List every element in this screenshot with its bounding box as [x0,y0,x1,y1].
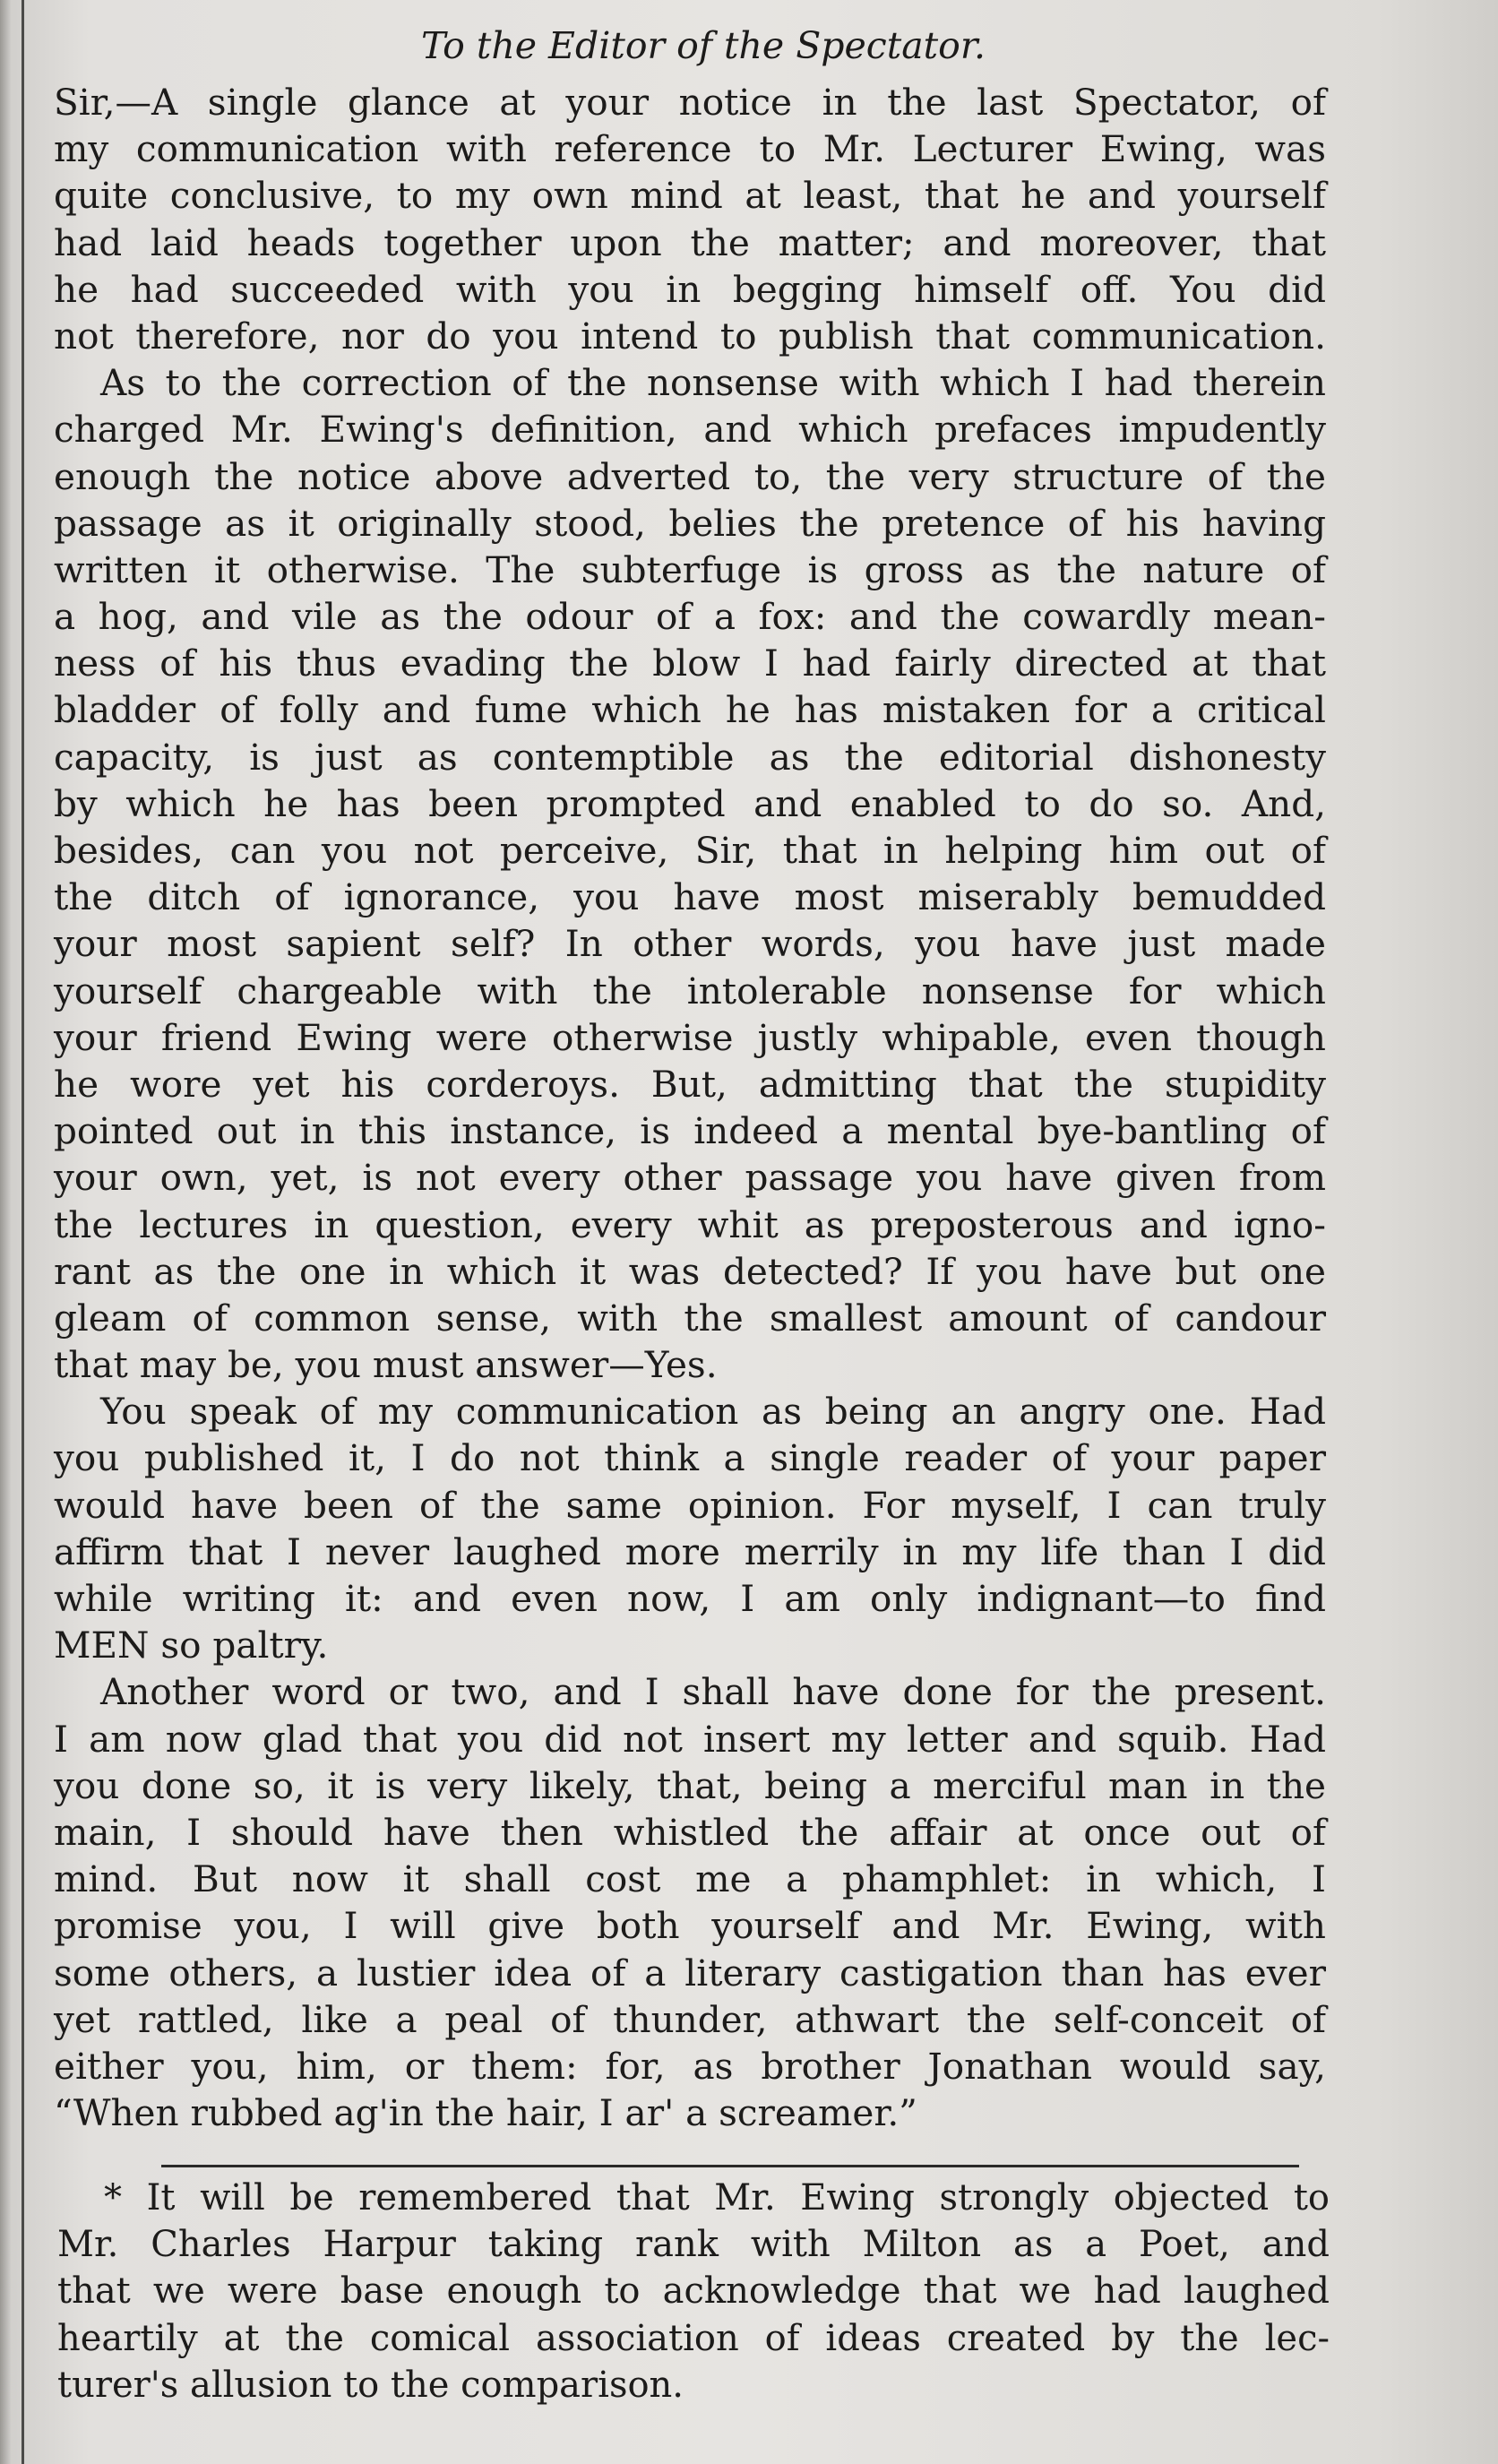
text-line: written it otherwise. The subterfuge is gross as the nature of [54,547,1326,591]
footnote-line: * It will be remembered that Mr. Ewing strongly objected to [104,2177,1330,2218]
text-line: some others, a lustier idea of a literary castigation than has ever [54,1951,1326,1994]
text-line: by which he has been prompted and enabled to do so. And, [54,781,1326,825]
paragraph-2 [54,359,1326,1388]
text-line: “When rubbed ag'in the hair, I ar' a screamer.” [54,2091,917,2135]
text-line: the ditch of ignorance, you have most miserably bemudded [54,875,1326,919]
text-line: pointed out in this instance, is indeed a mental bye-bantling of [54,1109,1326,1153]
footnote-line: that we were base enough to acknowledge that we had laughed [57,2270,1330,2313]
text-line: main, I should have then whistled the affair at once out of [54,1810,1326,1854]
text-line: Another word or two, and I shall have done for the present. [100,1670,1326,1714]
text-line: would have been of the same opinion. For myself, I can truly [54,1483,1326,1527]
text-line: my communication with reference to Mr. Lecturer Ewing, was [54,127,1326,171]
text-line: yourself chargeable with the intolerable nonsense for which [54,969,1326,1012]
text-line: yet rattled, like a peal of thunder, athwart the self-conceit of [54,1997,1326,2041]
paragraph-1 [54,79,1326,359]
text-line: ness of his thus evading the blow I had fairly directed at that [54,642,1326,685]
text-line: had laid heads together upon the matter; and moreover, that [54,220,1326,264]
text-line: he wore yet his corderoys. But, admitting that the stupidity [54,1062,1326,1106]
text-line: besides, can you not perceive, Sir, that in helping him out of [54,829,1326,872]
text-line: I am now glad that you did not insert my letter and squib. Had [54,1717,1326,1761]
text-line: your own, yet, is not every other passage you have given from [54,1156,1326,1200]
paragraph-3 [54,1388,1326,1668]
column-rule [22,0,24,2464]
text-line: gleam of common sense, with the smallest amount of candour [54,1296,1326,1340]
text-line: charged Mr. Ewing's definition, and which prefaces impudently [54,408,1326,452]
text-line: a hog, and vile as the odour of a fox: and the cowardly mean- [54,595,1326,639]
text-line: capacity, is just as contemptible as the editorial dishonesty [54,735,1326,779]
text-line: quite conclusive, to my own mind at least, that he and yourself [54,174,1326,218]
text-line: your most sapient self? In other words, you have just made [54,922,1326,966]
footnote [57,2175,1330,2409]
text-line: your friend Ewing were otherwise justly whipable, even though [54,1015,1326,1059]
page-edge-shadow [0,0,11,2464]
text-line: promise you, I will give both yourself and Mr. Ewing, with [54,1904,1326,1948]
footnote-line: heartily at the comical association of ideas created by the lec- [57,2317,1330,2359]
text-line: enough the notice above adverted to, the very structure of the [54,454,1326,498]
footnote-line: Mr. Charles Harpur taking rank with Milton as a Poet, and [57,2224,1330,2266]
text-line: you published it, I do not think a single reader of your paper [54,1436,1326,1480]
footnote-rule [161,2165,1299,2167]
text-line: Sir,—A single glance at your notice in the last Spectator, of [54,81,1326,124]
text-line: not therefore, nor do you intend to publish that communication. [54,314,1326,358]
footnote-line: turer's allusion to the comparison. [57,2364,684,2406]
letter-column [54,20,1326,2136]
text-line: As to the correction of the nonsense with which I had therein [100,361,1326,405]
text-line: the lectures in question, every whit as preposterous and igno- [54,1202,1326,1246]
text-line: either you, him, or them: for, as brother Jonathan would say, [54,2044,1326,2088]
text-line: he had succeeded with you in begging himself off. You did [54,267,1326,311]
text-line: that may be, you must answer—Yes. [54,1343,718,1387]
text-line: rant as the one in which it was detected? If you have but one [54,1249,1326,1293]
letter-heading: To the Editor of the Spectator. [421,24,986,67]
text-line: bladder of folly and fume which he has mistaken for a critical [54,688,1326,732]
text-line: mind. But now it shall cost me a phamphlet: in which, I [54,1857,1326,1901]
text-line: you done so, it is very likely, that, being a merciful man in the [54,1763,1326,1807]
text-line: passage as it originally stood, belies the pretence of his having [54,501,1326,545]
paragraph-4 [54,1668,1326,2136]
text-line: MEN so paltry. [54,1624,329,1667]
text-line: affirm that I never laughed more merrily in my life than I did [54,1529,1326,1573]
text-line: while writing it: and even now, I am only indignant—to find [54,1577,1326,1620]
text-line: You speak of my communication as being an angry one. Had [100,1390,1326,1434]
